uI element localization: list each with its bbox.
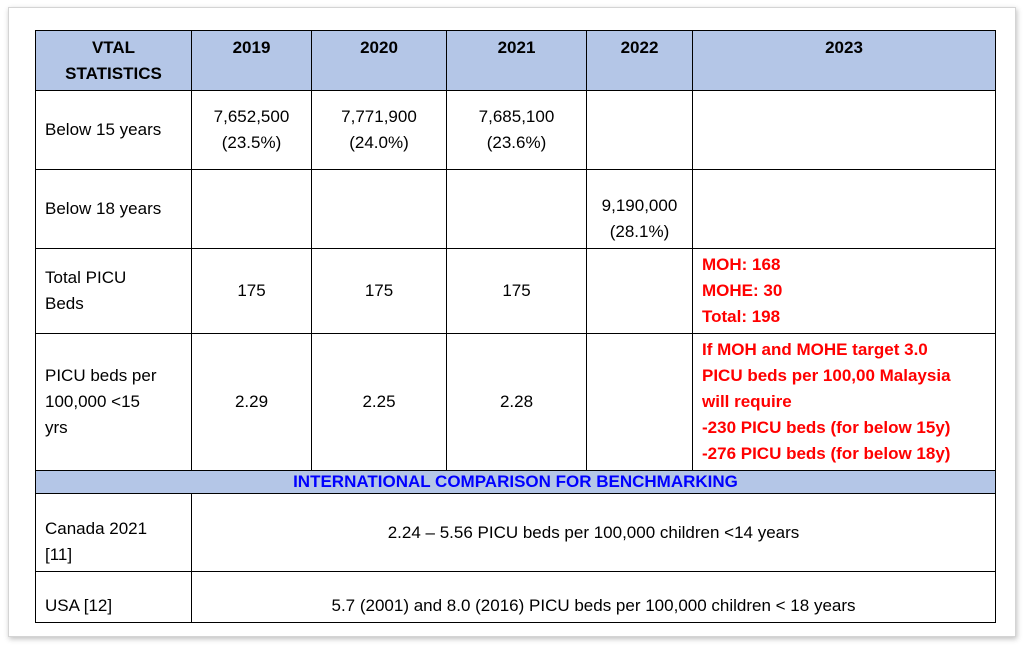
cell-ratio-2023 xyxy=(693,334,996,471)
row-label-usa: USA [12] xyxy=(36,572,192,623)
row-label-line3: yrs xyxy=(45,418,68,437)
table-row-below-15 xyxy=(36,91,996,170)
cell-ratio-2021: 2.28 xyxy=(447,334,587,471)
beds-mohe: MOHE: 30 xyxy=(702,281,783,300)
header-label-line1: VTAL xyxy=(91,38,136,57)
header-row xyxy=(36,31,996,91)
row-label-line1: PICU beds per xyxy=(45,366,157,385)
row-label-line2: Beds xyxy=(45,294,84,313)
target-note-line1: If MOH and MOHE target 3.0 xyxy=(702,340,928,359)
vital-statistics-table xyxy=(35,30,996,623)
table-row-usa xyxy=(36,572,996,623)
target-note-line2: PICU beds per 100,00 Malaysia xyxy=(702,366,951,385)
row-label-below-18: Below 18 years xyxy=(36,170,192,249)
target-note-line4: -230 PICU beds (for below 15y) xyxy=(702,418,951,437)
header-year-2019: 2019 xyxy=(192,31,312,91)
cell-beds-2023 xyxy=(693,249,996,334)
cell-ratio-2019: 2.29 xyxy=(192,334,312,471)
cell-below18-2022 xyxy=(587,170,693,249)
row-label-picu-beds-per-100000 xyxy=(36,334,192,471)
cell-beds-2020: 175 xyxy=(312,249,447,334)
cell-value: 9,190,000 xyxy=(601,196,678,215)
header-year-2020: 2020 xyxy=(312,31,447,91)
cell-ratio-2020: 2.25 xyxy=(312,334,447,471)
row-label-below-15: Below 15 years xyxy=(36,91,192,170)
row-label-total-picu-beds xyxy=(36,249,192,334)
cell-below15-2019 xyxy=(192,91,312,170)
cell-beds-2019: 175 xyxy=(192,249,312,334)
cell-below18-2023 xyxy=(693,170,996,249)
header-year-2023: 2023 xyxy=(693,31,996,91)
beds-total: Total: 198 xyxy=(702,307,781,326)
cell-beds-2022 xyxy=(587,249,693,334)
cell-usa-value: 5.7 (2001) and 8.0 (2016) PICU beds per 100,000 children < 18 years xyxy=(192,572,996,623)
cell-value: 7,685,100 xyxy=(478,107,555,126)
cell-below15-2021 xyxy=(447,91,587,170)
cell-below15-2023 xyxy=(693,91,996,170)
section-header-row xyxy=(36,471,996,494)
cell-ratio-2022 xyxy=(587,334,693,471)
header-label-line2: STATISTICS xyxy=(65,64,162,83)
cell-below18-2021 xyxy=(447,170,587,249)
target-note-line3: will require xyxy=(702,392,792,411)
cell-percent: (24.0%) xyxy=(349,133,409,152)
cell-value: 7,652,500 xyxy=(213,107,290,126)
cell-below15-2022 xyxy=(587,91,693,170)
header-label xyxy=(36,31,192,91)
beds-moh: MOH: 168 xyxy=(702,255,781,274)
cell-percent: (23.6%) xyxy=(486,133,547,152)
cell-value: 7,771,900 xyxy=(341,107,417,126)
table-row-picu-beds-per-100000 xyxy=(36,334,996,471)
cell-percent: (23.5%) xyxy=(221,133,282,152)
row-label-canada xyxy=(36,494,192,572)
target-note-line5: -276 PICU beds (for below 18y) xyxy=(702,444,951,463)
header-year-2022: 2022 xyxy=(587,31,693,91)
row-label-line1: Total PICU xyxy=(45,268,127,287)
row-label-line1: Canada 2021 xyxy=(45,519,148,538)
cell-beds-2021: 175 xyxy=(447,249,587,334)
cell-below18-2019 xyxy=(192,170,312,249)
section-title: INTERNATIONAL COMPARISON FOR BENCHMARKING xyxy=(36,471,996,494)
cell-below15-2020 xyxy=(312,91,447,170)
table-row-below-18 xyxy=(36,170,996,249)
header-year-2021: 2021 xyxy=(447,31,587,91)
row-label-line2: [11] xyxy=(45,545,73,564)
table-row-canada xyxy=(36,494,996,572)
table-row-total-picu-beds xyxy=(36,249,996,334)
cell-percent: (28.1%) xyxy=(609,222,670,241)
cell-below18-2020 xyxy=(312,170,447,249)
row-label-line2: 100,000 <15 xyxy=(45,392,141,411)
cell-canada-value: 2.24 – 5.56 PICU beds per 100,000 children <14 years xyxy=(192,494,996,572)
